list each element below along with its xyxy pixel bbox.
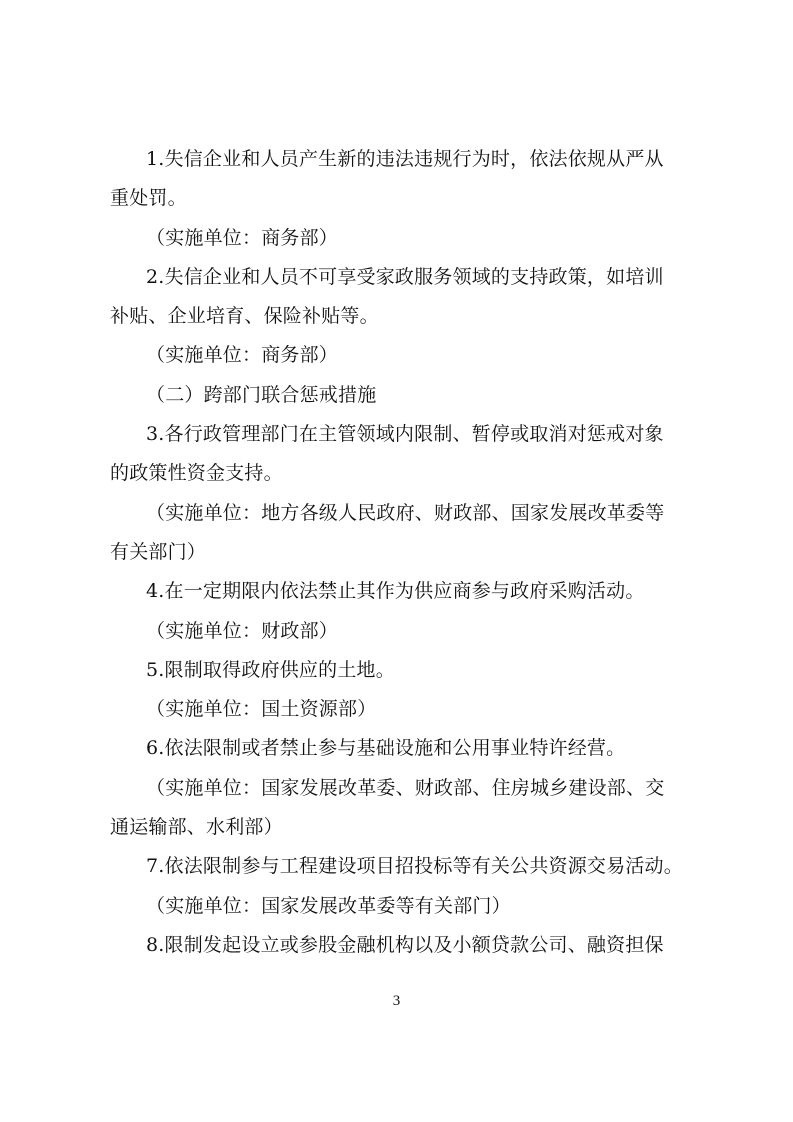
paragraph-line: 重处罚。 [110, 187, 187, 210]
paragraph-line: 8.限制发起设立或参股金融机构以及小额贷款公司、融资担保 [146, 933, 664, 956]
paragraph-line: 的政策性资金支持。 [110, 462, 283, 485]
paragraph-line: （实施单位：国家发展改革委、财政部、住房城乡建设部、交 [146, 776, 665, 799]
paragraph-line: （实施单位：地方各级人民政府、财政部、国家发展改革委等 [146, 501, 665, 524]
paragraph-line: （实施单位：国土资源部） [146, 698, 377, 721]
paragraph-line: 3.各行政管理部门在主管领域内限制、暂停或取消对惩戒对象 [146, 423, 664, 446]
section-heading: （二）跨部门联合惩戒措施 [146, 383, 377, 406]
paragraph-line: （实施单位：商务部） [146, 226, 339, 249]
paragraph-line: 7.依法限制参与工程建设项目招投标等有关公共资源交易活动。 [146, 855, 683, 878]
paragraph-line: 通运输部、水利部） [110, 816, 283, 839]
paragraph-line: （实施单位：商务部） [146, 344, 339, 367]
paragraph-line: 有关部门） [110, 540, 207, 563]
paragraph-line: （实施单位：国家发展改革委等有关部门） [146, 894, 511, 917]
paragraph-line: 5.限制取得政府供应的土地。 [146, 658, 395, 681]
body-text [110, 140, 690, 965]
paragraph-line: 2.失信企业和人员不可享受家政服务领域的支持政策，如培训 [146, 265, 664, 288]
paragraph-line: 1.失信企业和人员产生新的违法违规行为时，依法依规从严从 [146, 148, 664, 170]
paragraph-line: （实施单位：财政部） [146, 619, 339, 642]
paragraph-line: 4.在一定期限内依法禁止其作为供应商参与政府采购活动。 [146, 580, 645, 603]
paragraph-line: 补贴、企业培育、保险补贴等。 [110, 305, 379, 328]
paragraph-line: 6.依法限制或者禁止参与基础设施和公用事业特许经营。 [146, 737, 626, 760]
page-number: 3 [392, 993, 401, 1009]
